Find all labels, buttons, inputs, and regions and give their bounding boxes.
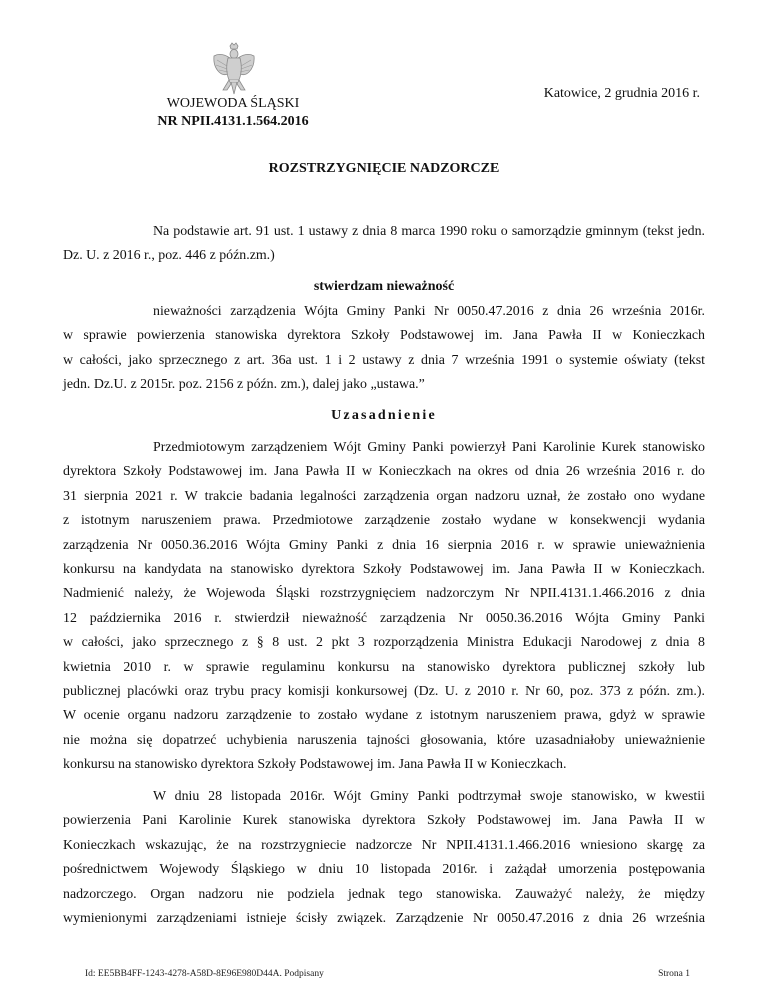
text-line: konkursu na kandydata na stanowisko dyrektora Szkoły Podstawowej im. Jana Pawła II w Konieczkach. xyxy=(63,562,705,578)
text-line: nie można się dopatrzeć uchybienia naruszenia tajności głosowania, które uzasadniałoby unieważnienie xyxy=(63,732,705,748)
text-line: w całości, jako sprzecznego z § 8 ust. 2 pkt 3 rozporządzenia Ministra Edukacji Narodowej z dnia 8 xyxy=(63,635,705,651)
text-line: Konieczkach wskazując, że na rozstrzygniecie nadzorcze Nr NPII.4131.1.466.2016 wniesiono skargę za xyxy=(63,837,705,853)
text-line: nadzorczego. Organ nadzoru nie podziela jednak tego stanowiska. Zauważyć należy, że między xyxy=(63,886,705,902)
text-line: konkursu na stanowisko dyrektora Szkoły Podstawowej im. Jana Pawła II w Konieczkach. xyxy=(63,757,567,773)
text-line: wymienionymi zarządzeniami istnieje ścisły związek. Zarządzenie Nr 0050.47.2016 z dnia 26 września xyxy=(63,911,705,927)
text-line: Przedmiotowym zarządzeniem Wójt Gminy Panki powierzył Pani Karolinie Kurek stanowisko xyxy=(153,440,705,455)
case-number: NR NPII.4131.1.564.2016 xyxy=(157,114,309,129)
page-number: Strona 1 xyxy=(658,969,690,979)
text-line: nieważności zarządzenia Wójta Gminy Panki Nr 0050.47.2016 z dnia 26 września 2016r. xyxy=(153,304,705,319)
justification-heading: Uzasadnienie xyxy=(331,408,437,423)
text-line: z istotnym naruszeniem prawa. Przedmiotowe zarządzenie zostało wydane w konsekwencji wydania xyxy=(63,513,705,529)
text-line: powierzenia Pani Karolinie Kurek stanowiska dyrektora Szkoły Podstawowej im. Jana Pawła II w xyxy=(63,813,705,829)
text-line: zarządzenia Nr 0050.36.2016 Wójta Gminy Panki z dnia 16 sierpnia 2016 r. w sprawie unieważnienia xyxy=(63,537,705,553)
text-line: pośrednictwem Wojewody Śląskiego w dniu 10 listopada 2016r. i zażądał umorzenia postępowania xyxy=(63,862,705,878)
text-line: dyrektora Szkoły Podstawowej im. Jana Pawła II w Konieczkach na okres od dnia 26 września 2016 r. do xyxy=(63,464,705,480)
text-line: Nadmienić należy, że Wojewoda Śląski rozstrzygnięciem nadzorczym Nr NPII.4131.1.466.2016 z dnia xyxy=(63,586,705,602)
text-line: publicznej placówki oraz trybu pracy komisji konkursowej (Dz. U. z 2010 r. Nr 60, poz. 373 z późn. zm.). xyxy=(63,684,705,700)
text-line: Dz. U. z 2016 r., poz. 446 z późn.zm.) xyxy=(63,248,275,264)
polish-eagle-emblem-icon xyxy=(211,42,257,98)
text-line: 12 października 2016 r. stwierdził nieważność zarządzenia Nr 0050.36.2016 Wójta Gminy Panki xyxy=(63,610,705,626)
decision-heading: stwierdzam nieważność xyxy=(313,279,455,294)
document-id-footer: Id: EE5BB4FF-1243-4278-A58D-8E96E980D44A. Podpisany xyxy=(85,969,324,979)
place-and-date: Katowice, 2 grudnia 2016 r. xyxy=(543,86,700,101)
text-line: W ocenie organu nadzoru zarządzenie to zostało wydane z istotnym naruszeniem prawa, gdyż w sprawie xyxy=(63,708,705,724)
justification-paragraph-1 xyxy=(63,436,705,778)
text-line: jedn. Dz.U. z 2015r. poz. 2156 z późn. zm.), dalej jako „ustawa.” xyxy=(63,377,425,393)
text-line: kwietnia 2010 r. w sprawie regulaminu konkursu na stanowisko dyrektora publicznej szkoły lub xyxy=(63,659,705,675)
text-line: w sprawie powierzenia stanowiska dyrektora Szkoły Podstawowej im. Jana Pawła II w Konieczkach xyxy=(63,328,705,344)
justification-paragraph-2 xyxy=(63,785,705,931)
text-line: W dniu 28 listopada 2016r. Wójt Gminy Panki podtrzymał swoje stanowisko, w kwestii xyxy=(153,789,705,804)
authority-name: WOJEWODA ŚLĄSKI xyxy=(166,96,300,111)
basis-paragraph xyxy=(63,220,705,269)
text-line: 31 sierpnia 2021 r. W trakcie badania legalności zarządzenia organ nadzoru uznał, że zostało ono wydane xyxy=(63,488,705,504)
text-line: w całości, jako sprzecznego z art. 36a ust. 1 i 2 ustawy z dnia 7 września 1991 o systemie oświaty (tekst xyxy=(63,352,705,368)
decision-paragraph xyxy=(63,300,705,398)
text-line: Na podstawie art. 91 ust. 1 ustawy z dnia 8 marca 1990 roku o samorządzie gminnym (tekst jedn. xyxy=(153,224,705,239)
document-title: ROZSTRZYGNIĘCIE NADZORCZE xyxy=(268,161,500,176)
